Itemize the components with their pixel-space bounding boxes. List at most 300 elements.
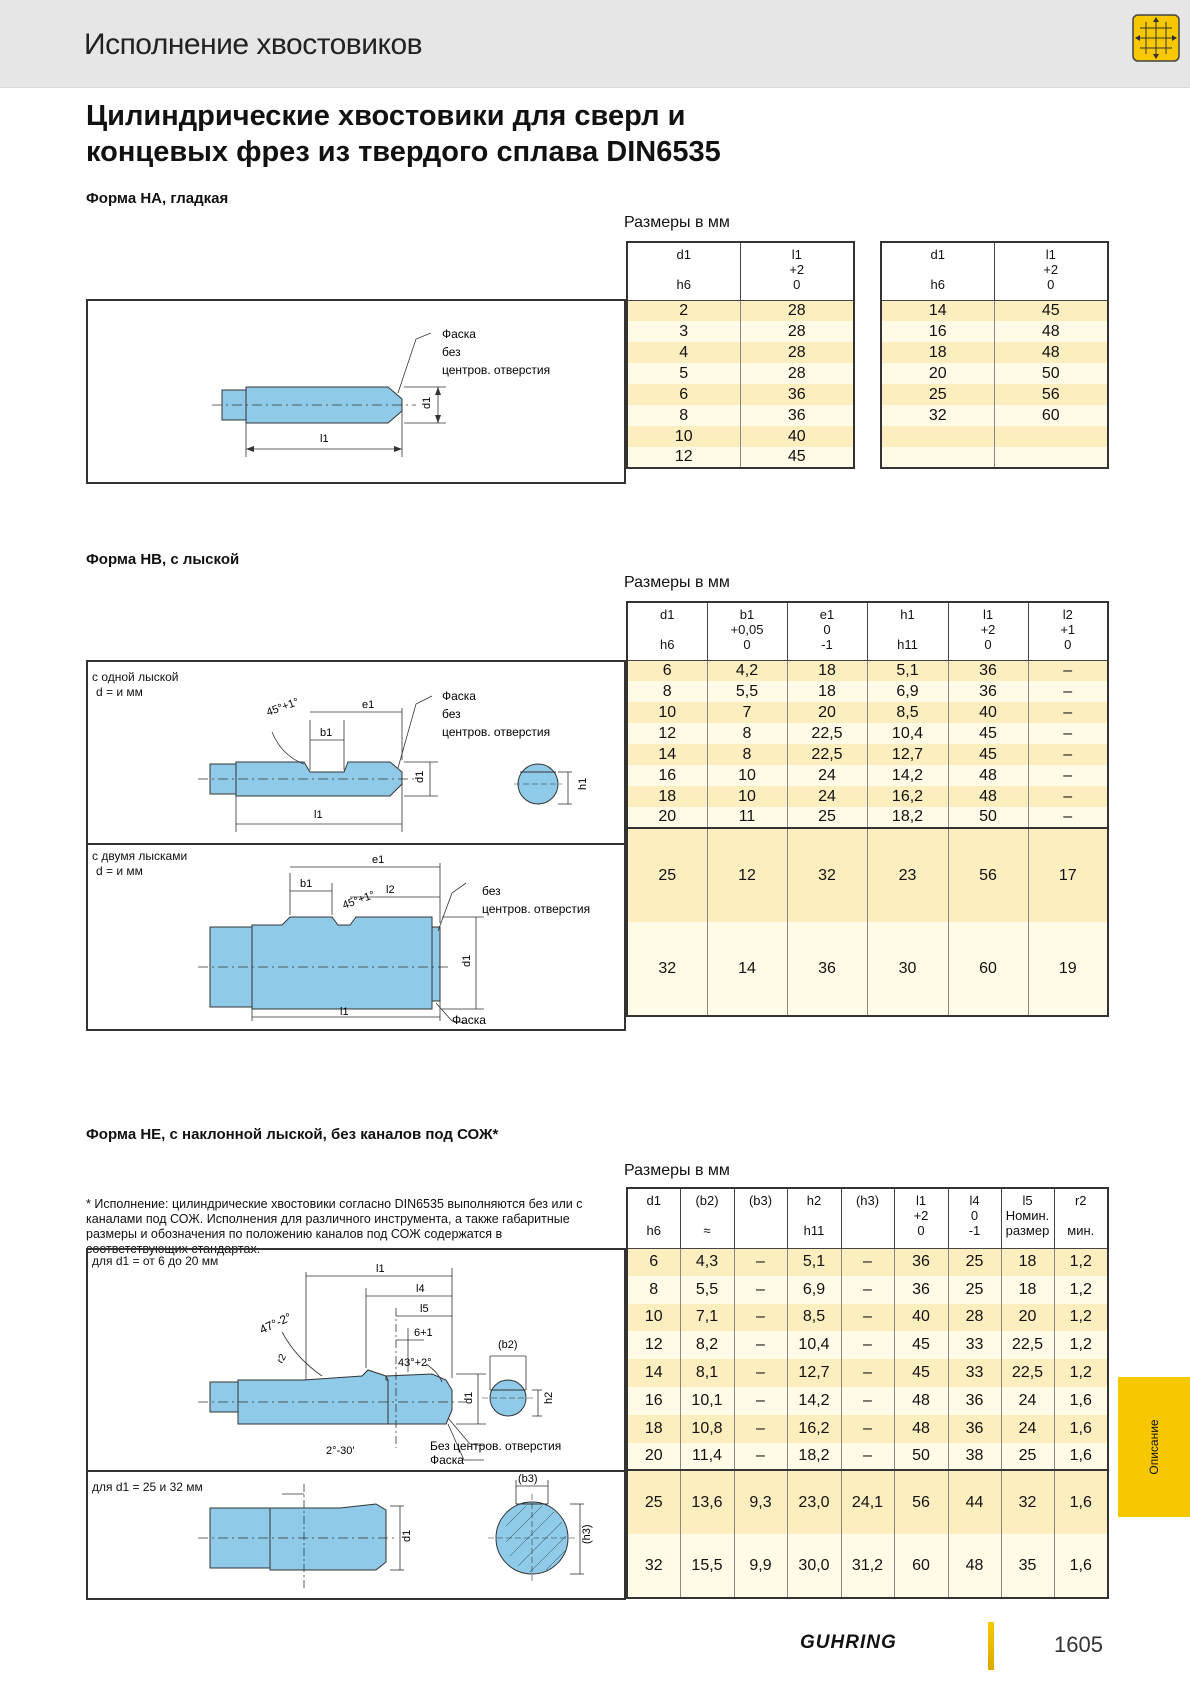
form-he-r2-label: r2 — [275, 1352, 290, 1366]
table-cell: – — [1028, 807, 1108, 828]
table-cell: – — [1028, 765, 1108, 786]
table-cell: 8,1 — [680, 1359, 734, 1387]
table-cell: 1,2 — [1054, 1276, 1108, 1304]
form-he-angle1-label: 47°-2° — [257, 1309, 294, 1337]
table-cell: 12 — [627, 723, 707, 744]
table-cell: 12,7 — [787, 1359, 841, 1387]
table-row — [627, 1276, 1108, 1304]
table-cell: 11,4 — [680, 1443, 734, 1471]
form-hb-group1-label: с одной лыской — [92, 670, 179, 684]
table-cell: 31,2 — [841, 1534, 894, 1598]
form-hb-l1-label-2: l1 — [340, 1006, 349, 1018]
table-cell: 8 — [627, 405, 740, 426]
table-cell: 36 — [894, 1248, 948, 1276]
table-row — [881, 447, 1108, 468]
column-header: (b3) — [734, 1188, 787, 1248]
form-he-table — [626, 1187, 1109, 1599]
table-cell: 36 — [948, 1415, 1001, 1443]
form-ha-col-d1-right: d1 h6 — [881, 242, 994, 300]
table-cell: 45 — [894, 1359, 948, 1387]
table-cell: – — [734, 1248, 787, 1276]
table-cell: 18 — [1001, 1276, 1054, 1304]
table-row — [627, 744, 1108, 765]
main-title — [86, 98, 721, 170]
table-cell: 5,5 — [680, 1276, 734, 1304]
form-he-angle2-label: 43°+2° — [398, 1357, 432, 1369]
table-cell: – — [841, 1415, 894, 1443]
table-cell: – — [1028, 723, 1108, 744]
table-cell: 28 — [948, 1304, 1001, 1332]
form-he-title: Форма HE, с наклонной лыской, без каналов под СОЖ* — [86, 1126, 499, 1143]
form-he-angle3-label: 2°-30' — [326, 1445, 355, 1457]
table-cell: 48 — [894, 1415, 948, 1443]
table-row — [881, 321, 1108, 342]
table-row — [627, 405, 854, 426]
table-cell: 40 — [740, 426, 854, 447]
form-hb-e1-label-2: e1 — [372, 854, 385, 866]
column-header: l4 0 -1 — [948, 1188, 1001, 1248]
side-tab-label: Описание — [1147, 1419, 1161, 1475]
table-cell: 45 — [948, 744, 1028, 765]
table-cell: – — [841, 1304, 894, 1332]
table-cell: 12 — [707, 828, 787, 922]
table-cell: 4 — [627, 342, 740, 363]
form-he-drawing-2 — [86, 1470, 626, 1600]
form-hb-drawing-2 — [86, 843, 626, 1031]
table-cell: 6 — [627, 1248, 680, 1276]
table-cell: 24 — [1001, 1387, 1054, 1415]
table-cell: 10 — [627, 1304, 680, 1332]
table-cell: 50 — [994, 363, 1108, 384]
table-cell: 18,2 — [867, 807, 948, 828]
table-cell: 14 — [627, 1359, 680, 1387]
table-cell: 9,3 — [734, 1470, 787, 1534]
form-ha-col-l1: l1 +2 0 — [740, 242, 854, 300]
table-cell: 10 — [707, 786, 787, 807]
table-cell: – — [734, 1359, 787, 1387]
table-row — [627, 342, 854, 363]
table-row — [627, 765, 1108, 786]
table-cell: 48 — [994, 342, 1108, 363]
table-cell: 6,9 — [867, 681, 948, 702]
table-cell — [994, 426, 1108, 447]
table-cell: 10,8 — [680, 1415, 734, 1443]
table-cell: 48 — [894, 1387, 948, 1415]
table-cell: 17 — [1028, 828, 1108, 922]
table-cell: – — [1028, 681, 1108, 702]
table-cell: 32 — [881, 405, 994, 426]
table-cell: 8,2 — [680, 1331, 734, 1359]
table-cell: 36 — [787, 922, 867, 1016]
table-cell: 13,6 — [680, 1470, 734, 1534]
table-cell: 12 — [627, 1331, 680, 1359]
form-he-drawing-1 — [86, 1248, 626, 1472]
form-he-b2-label: (b2) — [498, 1339, 518, 1351]
table-cell: 11 — [707, 807, 787, 828]
form-ha-dims-label: Размеры в мм — [624, 214, 730, 231]
table-cell: – — [734, 1304, 787, 1332]
form-ha-col-l1-right: l1 +2 0 — [994, 242, 1108, 300]
form-hb-l2-label: l2 — [386, 884, 395, 896]
column-header: l2 +1 0 — [1028, 602, 1108, 660]
table-cell: 33 — [948, 1331, 1001, 1359]
table-cell: 60 — [994, 405, 1108, 426]
page-number: 1605 — [1054, 1632, 1103, 1657]
table-cell: 16 — [627, 1387, 680, 1415]
table-row — [881, 405, 1108, 426]
form-hb-d1-label-2: d1 — [461, 954, 473, 967]
main-title-line1: Цилиндрические хвостовики для сверл и — [86, 100, 686, 132]
table-cell: 15,5 — [680, 1534, 734, 1598]
table-row — [627, 384, 854, 405]
table-cell: – — [734, 1443, 787, 1471]
table-cell: 3 — [627, 321, 740, 342]
form-ha-table-right — [880, 241, 1109, 469]
table-cell: 20 — [787, 702, 867, 723]
main-title-line2: концевых фрез из твердого сплава DIN6535 — [86, 136, 721, 168]
table-cell: 4,2 — [707, 660, 787, 681]
table-cell: 28 — [740, 363, 854, 384]
brand-logo: GUHRING — [800, 1632, 897, 1653]
table-cell: 7,1 — [680, 1304, 734, 1332]
table-cell: 25 — [787, 807, 867, 828]
table-cell: 18 — [881, 342, 994, 363]
table-row — [627, 660, 1108, 681]
form-ha-l1-label: l1 — [320, 433, 329, 445]
table-cell: 40 — [894, 1304, 948, 1332]
table-cell: 10,4 — [867, 723, 948, 744]
table-cell: 48 — [948, 786, 1028, 807]
form-he-footnote: * Исполнение: цилиндрические хвостовики согласно DIN6535 выполняются без или с каналами под СОЖ. Исполнения для различного инструмента, а также габаритные размеры и обозначения по положению каналов под СОЖ содержатся в соответствующих стандартах. — [86, 1197, 583, 1256]
table-cell: 8 — [627, 1276, 680, 1304]
grid-crosshair-icon — [1132, 14, 1180, 62]
table-cell: 24 — [787, 765, 867, 786]
form-he-h3-label: (h3) — [581, 1524, 593, 1544]
table-cell: 36 — [948, 660, 1028, 681]
table-cell: 10,4 — [787, 1331, 841, 1359]
table-cell: – — [841, 1443, 894, 1471]
table-cell: – — [1028, 660, 1108, 681]
column-header: b1 +0,05 0 — [707, 602, 787, 660]
table-cell: 24 — [1001, 1415, 1054, 1443]
table-cell: 1,6 — [1054, 1470, 1108, 1534]
table-cell: 20 — [1001, 1304, 1054, 1332]
table-row — [627, 1304, 1108, 1332]
table-cell: 36 — [948, 681, 1028, 702]
table-row — [627, 1415, 1108, 1443]
table-cell: 50 — [894, 1443, 948, 1471]
column-header: (h3) — [841, 1188, 894, 1248]
table-cell: 32 — [627, 922, 707, 1016]
form-hb-group2-sub: d = и мм — [96, 864, 143, 878]
table-cell: 45 — [994, 300, 1108, 321]
table-cell: 1,2 — [1054, 1304, 1108, 1332]
table-row — [627, 1359, 1108, 1387]
form-he-group2-label: для d1 = 25 и 32 мм — [92, 1480, 203, 1494]
table-cell: – — [734, 1415, 787, 1443]
table-cell: 56 — [948, 828, 1028, 922]
table-cell: 14 — [627, 744, 707, 765]
table-cell: 18 — [787, 681, 867, 702]
table-cell: 14 — [881, 300, 994, 321]
form-hb-without-label-2: без — [482, 884, 501, 898]
table-cell: 56 — [894, 1470, 948, 1534]
table-cell: 28 — [740, 300, 854, 321]
table-row — [881, 342, 1108, 363]
form-ha-title: Форма HA, гладкая — [86, 190, 229, 207]
table-cell: 23 — [867, 828, 948, 922]
form-ha-drawing — [86, 299, 626, 484]
form-ha-col-d1: d1 h6 — [627, 242, 740, 300]
form-hb-angle1-label: 45°+1° — [264, 696, 301, 719]
table-cell: 14 — [707, 922, 787, 1016]
table-cell: 10 — [707, 765, 787, 786]
table-cell: 18 — [1001, 1248, 1054, 1276]
table-cell: 19 — [1028, 922, 1108, 1016]
table-cell: 28 — [740, 321, 854, 342]
table-cell: 1,6 — [1054, 1387, 1108, 1415]
form-he-l5-label: l5 — [420, 1303, 429, 1315]
form-hb-b1-label-2: b1 — [300, 878, 313, 890]
column-header: l5 Номин. размер — [1001, 1188, 1054, 1248]
table-row — [627, 1248, 1108, 1276]
form-hb-group2-label: с двумя лысками — [92, 849, 188, 863]
table-cell: 1,2 — [1054, 1331, 1108, 1359]
form-he-h2-label: h2 — [543, 1391, 555, 1404]
form-hb-center-hole-label-2: центров. отверстия — [482, 902, 591, 916]
form-he-b3-label: (b3) — [518, 1473, 538, 1485]
form-ha-chamfer-label: Фаска — [442, 327, 476, 341]
table-cell: 20 — [627, 1443, 680, 1471]
form-hb-without-label: без — [442, 707, 461, 721]
table-cell: – — [734, 1276, 787, 1304]
table-row — [627, 807, 1108, 828]
table-row — [627, 1331, 1108, 1359]
table-cell: 1,6 — [1054, 1415, 1108, 1443]
table-row — [627, 702, 1108, 723]
table-cell: 18,2 — [787, 1443, 841, 1471]
side-tab-description[interactable] — [1118, 1377, 1190, 1517]
table-row — [881, 426, 1108, 447]
table-row — [881, 363, 1108, 384]
table-cell: 45 — [740, 447, 854, 468]
table-cell — [994, 447, 1108, 468]
table-row — [627, 922, 1108, 1016]
column-header: d1 h6 — [627, 1188, 680, 1248]
table-row — [881, 300, 1108, 321]
form-hb-group1-sub: d = и мм — [96, 685, 143, 699]
footer-accent-bar — [988, 1622, 994, 1670]
table-row — [627, 1387, 1108, 1415]
table-cell: – — [1028, 744, 1108, 765]
table-cell: 5,5 — [707, 681, 787, 702]
table-cell: – — [841, 1331, 894, 1359]
table-cell: – — [734, 1331, 787, 1359]
form-hb-title: Форма HB, с лыской — [86, 551, 240, 568]
form-ha-d1-label: d1 — [421, 396, 433, 409]
table-cell: 10,1 — [680, 1387, 734, 1415]
table-cell: 60 — [894, 1534, 948, 1598]
table-cell: 32 — [627, 1534, 680, 1598]
table-cell: 5 — [627, 363, 740, 384]
table-cell: 22,5 — [1001, 1331, 1054, 1359]
form-he-without-center-label: Без центров. отверстия — [430, 1439, 562, 1453]
table-cell: 14,2 — [867, 765, 948, 786]
table-cell: 36 — [894, 1276, 948, 1304]
column-header: h1 h11 — [867, 602, 948, 660]
table-cell: 23,0 — [787, 1470, 841, 1534]
table-cell: 40 — [948, 702, 1028, 723]
table-cell: 25 — [627, 828, 707, 922]
table-row — [627, 828, 1108, 922]
form-hb-chamfer2-label: Фаска — [452, 1013, 486, 1027]
table-cell: 35 — [1001, 1534, 1054, 1598]
form-hb-l1-label: l1 — [314, 809, 323, 821]
table-row — [627, 1534, 1108, 1598]
table-cell: 5,1 — [787, 1248, 841, 1276]
table-cell: 12,7 — [867, 744, 948, 765]
table-cell: 25 — [1001, 1443, 1054, 1471]
table-cell: 30 — [867, 922, 948, 1016]
table-cell: 24,1 — [841, 1470, 894, 1534]
table-cell: 44 — [948, 1470, 1001, 1534]
form-he-d1-label: d1 — [463, 1391, 475, 1404]
form-he-l4-label: l4 — [416, 1283, 425, 1295]
table-cell: – — [1028, 786, 1108, 807]
table-cell: 16,2 — [867, 786, 948, 807]
table-cell: 18 — [627, 1415, 680, 1443]
form-hb-h1-label: h1 — [577, 777, 589, 790]
table-cell: 33 — [948, 1359, 1001, 1387]
table-row — [881, 384, 1108, 405]
table-cell: 4,3 — [680, 1248, 734, 1276]
column-header: h2 h11 — [787, 1188, 841, 1248]
table-cell: 1,6 — [1054, 1443, 1108, 1471]
table-cell: 16,2 — [787, 1415, 841, 1443]
table-cell: 60 — [948, 922, 1028, 1016]
table-cell: 32 — [1001, 1470, 1054, 1534]
table-row — [627, 723, 1108, 744]
table-row — [627, 681, 1108, 702]
column-header: (b2) ≈ — [680, 1188, 734, 1248]
table-cell — [881, 447, 994, 468]
table-cell: – — [841, 1387, 894, 1415]
table-cell: 6 — [627, 660, 707, 681]
form-ha-without-label: без — [442, 345, 461, 359]
table-cell: 48 — [948, 765, 1028, 786]
table-cell: 25 — [627, 1470, 680, 1534]
table-row — [627, 1470, 1108, 1534]
table-row — [627, 300, 854, 321]
table-row — [627, 363, 854, 384]
table-cell: 36 — [948, 1387, 1001, 1415]
form-hb-chamfer-label: Фаска — [442, 689, 476, 703]
form-hb-center-hole-label: центров. отверстия — [442, 725, 551, 739]
table-cell: 14,2 — [787, 1387, 841, 1415]
table-cell: 22,5 — [1001, 1359, 1054, 1387]
table-cell — [881, 426, 994, 447]
table-cell: 12 — [627, 447, 740, 468]
table-cell: 9,9 — [734, 1534, 787, 1598]
table-cell: 25 — [881, 384, 994, 405]
form-he-d1b-label: d1 — [401, 1529, 413, 1542]
table-cell: 28 — [740, 342, 854, 363]
table-cell: 2 — [627, 300, 740, 321]
table-cell: 45 — [894, 1331, 948, 1359]
table-cell: – — [1028, 702, 1108, 723]
table-cell: – — [841, 1359, 894, 1387]
table-cell: 16 — [881, 321, 994, 342]
table-cell: 6 — [627, 384, 740, 405]
form-he-six-label: 6+1 — [414, 1327, 433, 1339]
form-he-chamfer-label: Фаска — [430, 1453, 464, 1467]
table-cell: 18 — [627, 786, 707, 807]
form-ha-table-left — [626, 241, 855, 469]
table-cell: 36 — [740, 405, 854, 426]
table-cell: 24 — [787, 786, 867, 807]
form-hb-angle2-label: 45°+1° — [340, 889, 377, 912]
page-header-title: Исполнение хвостовиков — [84, 28, 423, 61]
table-cell: 18 — [787, 660, 867, 681]
column-header: l1 +2 0 — [948, 602, 1028, 660]
table-cell: 38 — [948, 1443, 1001, 1471]
table-cell: 48 — [948, 1534, 1001, 1598]
form-hb-d1-label: d1 — [414, 770, 426, 783]
table-cell: 1,2 — [1054, 1248, 1108, 1276]
form-he-l1-label: l1 — [376, 1263, 385, 1275]
column-header: e1 0 -1 — [787, 602, 867, 660]
table-cell: 20 — [627, 807, 707, 828]
table-cell: 1,2 — [1054, 1359, 1108, 1387]
column-header: r2 мин. — [1054, 1188, 1108, 1248]
table-cell: 10 — [627, 426, 740, 447]
table-cell: 6,9 — [787, 1276, 841, 1304]
table-cell: 56 — [994, 384, 1108, 405]
table-cell: – — [841, 1248, 894, 1276]
table-cell: 25 — [948, 1248, 1001, 1276]
table-cell: 50 — [948, 807, 1028, 828]
table-cell: 16 — [627, 765, 707, 786]
table-cell: 20 — [881, 363, 994, 384]
table-row — [627, 426, 854, 447]
table-cell: 22,5 — [787, 744, 867, 765]
table-row — [627, 321, 854, 342]
table-cell: – — [841, 1276, 894, 1304]
table-cell: 45 — [948, 723, 1028, 744]
table-cell: 36 — [740, 384, 854, 405]
form-he-dims-label: Размеры в мм — [624, 1162, 730, 1179]
table-cell: 1,6 — [1054, 1534, 1108, 1598]
table-cell: 7 — [707, 702, 787, 723]
column-header: d1 h6 — [627, 602, 707, 660]
table-cell: 8 — [627, 681, 707, 702]
form-hb-drawing-1 — [86, 660, 626, 845]
table-cell: 8,5 — [787, 1304, 841, 1332]
table-cell: 10 — [627, 702, 707, 723]
form-hb-table — [626, 601, 1109, 1017]
table-cell: – — [734, 1387, 787, 1415]
table-cell: 30,0 — [787, 1534, 841, 1598]
form-hb-b1-label: b1 — [320, 727, 333, 739]
table-cell: 22,5 — [787, 723, 867, 744]
column-header: l1 +2 0 — [894, 1188, 948, 1248]
table-cell: 48 — [994, 321, 1108, 342]
form-hb-dims-label: Размеры в мм — [624, 574, 730, 591]
table-cell: 8 — [707, 723, 787, 744]
form-ha-center-hole-label: центров. отверстия — [442, 363, 551, 377]
table-cell: 32 — [787, 828, 867, 922]
table-cell: 8,5 — [867, 702, 948, 723]
